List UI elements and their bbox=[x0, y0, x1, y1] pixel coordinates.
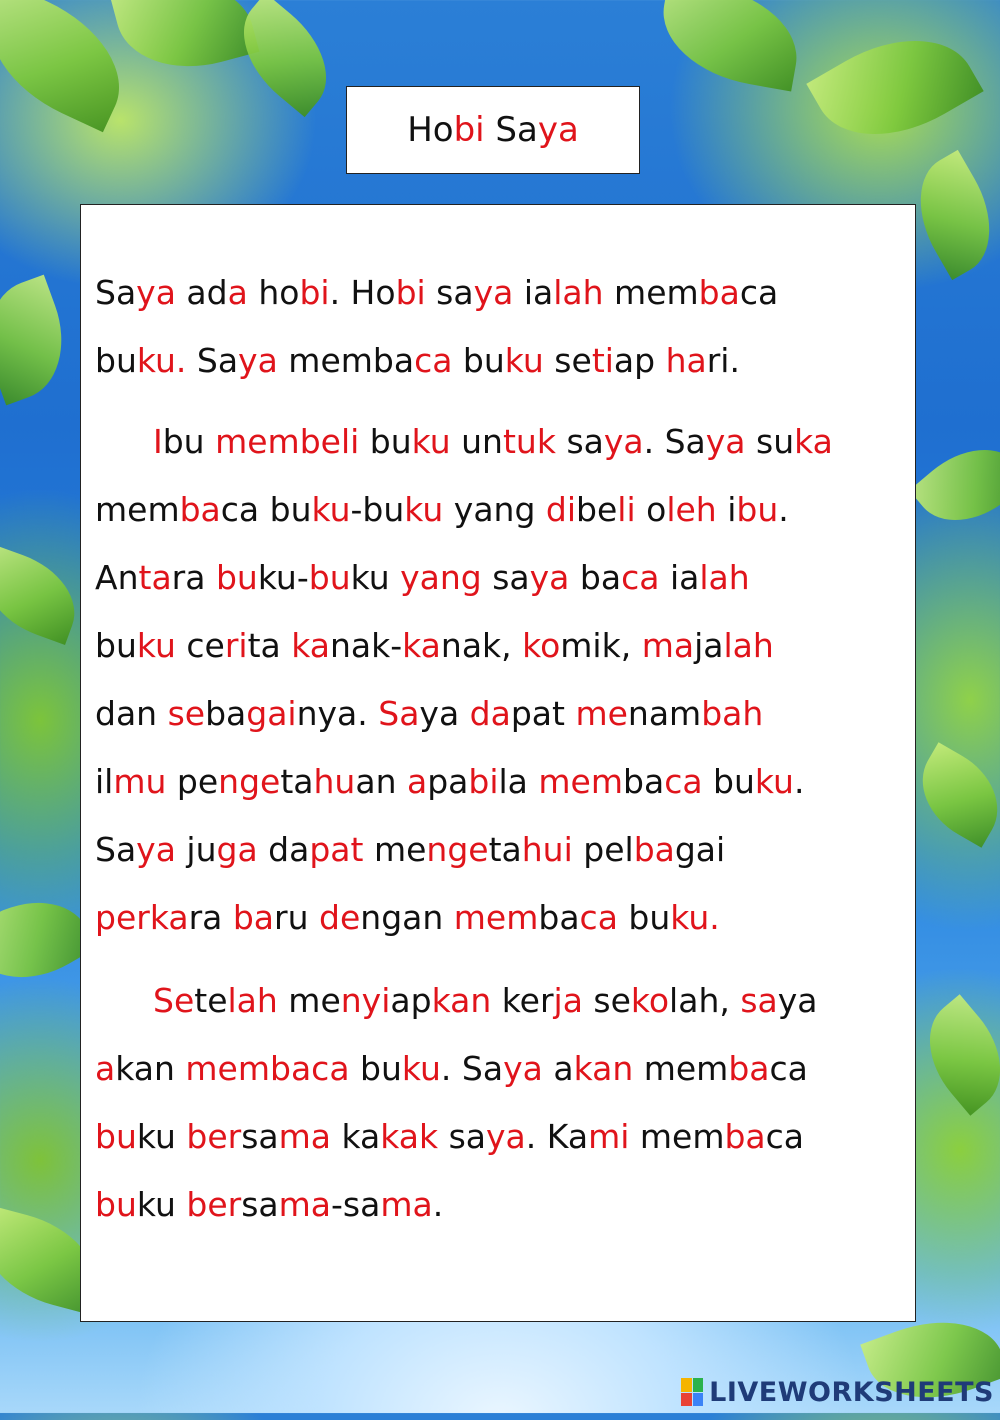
plain-syllable: me bbox=[363, 830, 427, 869]
reading-passage bbox=[80, 204, 916, 1322]
plain-syllable: sa bbox=[425, 273, 474, 312]
highlighted-syllable: ba bbox=[698, 273, 740, 312]
highlighted-syllable: nyi bbox=[340, 981, 391, 1020]
plain-syllable: ce bbox=[175, 626, 225, 665]
plain-syllable: bu bbox=[162, 422, 216, 461]
highlighted-syllable: lah bbox=[227, 981, 278, 1020]
plain-syllable: se bbox=[582, 981, 631, 1020]
highlighted-syllable: hu bbox=[313, 762, 356, 801]
plain-syllable: ba bbox=[205, 694, 247, 733]
plain-syllable: ja bbox=[694, 626, 724, 665]
liveworksheets-watermark bbox=[681, 1375, 994, 1409]
plain-syllable: ru bbox=[274, 898, 309, 937]
plain-syllable: o bbox=[635, 490, 667, 529]
plain-syllable: ku bbox=[136, 1185, 187, 1224]
plain-syllable: kan bbox=[115, 1049, 186, 1088]
plain-syllable: ba bbox=[623, 762, 665, 801]
highlighted-syllable: ma bbox=[278, 1117, 331, 1156]
highlighted-syllable: ba bbox=[724, 1117, 766, 1156]
paragraph-1 bbox=[95, 259, 778, 395]
plain-syllable: ad bbox=[175, 273, 228, 312]
highlighted-syllable: bi bbox=[453, 110, 485, 150]
plain-syllable: bu bbox=[95, 341, 137, 380]
highlighted-syllable: tuk bbox=[502, 422, 556, 461]
highlighted-syllable: ja bbox=[553, 981, 583, 1020]
highlighted-syllable: ku bbox=[754, 762, 794, 801]
text-line bbox=[95, 259, 778, 327]
plain-syllable: ya bbox=[777, 981, 818, 1020]
plain-syllable: bu bbox=[359, 422, 412, 461]
plain-syllable: ca bbox=[769, 1049, 808, 1088]
highlighted-syllable: ya bbox=[136, 273, 176, 312]
highlighted-syllable: bah bbox=[701, 694, 764, 733]
plain-syllable: pel bbox=[572, 830, 634, 869]
highlighted-syllable: bu bbox=[215, 558, 258, 597]
highlighted-syllable: membaca bbox=[185, 1049, 350, 1088]
highlighted-syllable: ca bbox=[664, 762, 703, 801]
highlighted-syllable: ti bbox=[591, 341, 614, 380]
highlighted-syllable: nge bbox=[426, 830, 489, 869]
highlighted-syllable: li bbox=[617, 490, 636, 529]
highlighted-syllable: bu bbox=[736, 490, 779, 529]
highlighted-syllable: ta bbox=[138, 558, 172, 597]
text-line bbox=[95, 816, 833, 884]
highlighted-syllable: ku bbox=[404, 490, 444, 529]
plain-syllable: ba bbox=[569, 558, 622, 597]
highlighted-syllable: ma bbox=[641, 626, 695, 665]
title-box bbox=[346, 86, 640, 174]
highlighted-syllable: nge bbox=[218, 762, 281, 801]
plain-syllable: i bbox=[716, 490, 737, 529]
plain-syllable: ya bbox=[419, 694, 470, 733]
highlighted-syllable: di bbox=[545, 490, 577, 529]
plain-syllable: su bbox=[745, 422, 795, 461]
highlighted-syllable: lah bbox=[699, 558, 750, 597]
plain-syllable: . Ho bbox=[329, 273, 396, 312]
highlighted-syllable: ku bbox=[504, 341, 544, 380]
highlighted-syllable: ka bbox=[794, 422, 833, 461]
highlighted-syllable: bu bbox=[95, 1117, 137, 1156]
highlighted-syllable: Se bbox=[153, 981, 195, 1020]
plain-syllable: ap bbox=[390, 981, 432, 1020]
highlighted-syllable: mi bbox=[588, 1117, 630, 1156]
liveworksheets-logo-icon bbox=[681, 1378, 703, 1406]
highlighted-syllable: ya bbox=[473, 273, 514, 312]
highlighted-syllable: ku bbox=[136, 626, 176, 665]
plain-syllable: nam bbox=[627, 694, 702, 733]
plain-syllable: . bbox=[432, 1185, 444, 1224]
plain-syllable: ku bbox=[136, 1117, 187, 1156]
highlighted-syllable: ya bbox=[136, 830, 176, 869]
highlighted-syllable: ri bbox=[224, 626, 248, 665]
highlighted-syllable: gai bbox=[246, 694, 297, 733]
highlighted-syllable: ya bbox=[603, 422, 644, 461]
plain-syllable: mem bbox=[603, 273, 699, 312]
highlighted-syllable: sa bbox=[740, 981, 778, 1020]
highlighted-syllable: lah bbox=[553, 273, 604, 312]
plain-syllable: ca bbox=[739, 273, 779, 312]
text-line bbox=[95, 1171, 818, 1239]
highlighted-syllable: yang bbox=[400, 558, 482, 597]
highlighted-syllable: ko bbox=[630, 981, 670, 1020]
plain-syllable: . Sa bbox=[440, 1049, 504, 1088]
highlighted-syllable: leh bbox=[666, 490, 717, 529]
plain-syllable: sa bbox=[438, 1117, 487, 1156]
plain-syllable: ta bbox=[280, 762, 314, 801]
plain-syllable: ca bbox=[765, 1117, 805, 1156]
highlighted-syllable: de bbox=[308, 898, 361, 937]
highlighted-syllable: kak bbox=[380, 1117, 439, 1156]
highlighted-syllable: ga bbox=[216, 830, 258, 869]
highlighted-syllable: ya bbox=[486, 1117, 526, 1156]
plain-syllable: . bbox=[793, 762, 805, 801]
highlighted-syllable: Sa bbox=[378, 694, 420, 733]
highlighted-syllable: pat bbox=[309, 830, 364, 869]
plain-syllable: nya. bbox=[296, 694, 379, 733]
highlighted-syllable: ya bbox=[503, 1049, 554, 1088]
plain-syllable: an bbox=[355, 762, 407, 801]
plain-syllable: ia bbox=[513, 273, 554, 312]
highlighted-syllable: ka bbox=[402, 626, 441, 665]
plain-syllable: An bbox=[95, 558, 139, 597]
highlighted-syllable: ya bbox=[705, 422, 746, 461]
text-line bbox=[95, 544, 833, 612]
plain-syllable: bu bbox=[452, 341, 505, 380]
plain-syllable: me bbox=[277, 981, 341, 1020]
plain-syllable: il bbox=[95, 762, 114, 801]
text-line bbox=[95, 967, 818, 1035]
text-line bbox=[95, 884, 833, 952]
highlighted-syllable: ku. bbox=[136, 341, 197, 380]
plain-syllable: ta bbox=[247, 626, 292, 665]
highlighted-syllable: ka bbox=[291, 626, 330, 665]
plain-syllable: ku bbox=[350, 558, 401, 597]
highlighted-syllable: a bbox=[95, 1049, 116, 1088]
plain-syllable: ba bbox=[538, 898, 580, 937]
highlighted-syllable: ku bbox=[411, 422, 451, 461]
text-line bbox=[95, 408, 833, 476]
text-line bbox=[95, 748, 833, 816]
plain-syllable: ra bbox=[188, 898, 223, 937]
highlighted-syllable: ma bbox=[278, 1185, 331, 1224]
plain-syllable: bu bbox=[702, 762, 755, 801]
plain-syllable: ca bu bbox=[220, 490, 312, 529]
plain-syllable: -bu bbox=[350, 490, 405, 529]
highlighted-syllable: ku. bbox=[670, 898, 720, 937]
highlighted-syllable: ba bbox=[728, 1049, 770, 1088]
plain-syllable: be bbox=[576, 490, 618, 529]
plain-syllable: bu bbox=[349, 1049, 402, 1088]
plain-syllable: lah, bbox=[669, 981, 741, 1020]
plain-syllable: da bbox=[257, 830, 310, 869]
highlighted-syllable: da bbox=[469, 694, 511, 733]
paragraph-3 bbox=[95, 967, 818, 1239]
highlighted-syllable: bu bbox=[95, 1185, 137, 1224]
highlighted-syllable: ca bbox=[621, 558, 660, 597]
plain-syllable: nak, bbox=[440, 626, 523, 665]
plain-syllable: Sa bbox=[95, 830, 137, 869]
plain-syllable: pat bbox=[510, 694, 576, 733]
plain-syllable: sa bbox=[481, 558, 530, 597]
highlighted-syllable: a bbox=[227, 273, 248, 312]
highlighted-syllable: bi bbox=[395, 273, 426, 312]
plain-syllable: un bbox=[450, 422, 503, 461]
text-line bbox=[95, 612, 833, 680]
highlighted-syllable: ba bbox=[633, 830, 675, 869]
plain-syllable: . bbox=[778, 490, 789, 529]
highlighted-syllable: ber bbox=[186, 1185, 242, 1224]
highlighted-syllable: membeli bbox=[215, 422, 360, 461]
plain-syllable: ri. bbox=[706, 341, 740, 380]
highlighted-syllable: lah bbox=[723, 626, 774, 665]
highlighted-syllable: hui bbox=[521, 830, 573, 869]
plain-syllable: ap bbox=[613, 341, 666, 380]
plain-syllable: sa bbox=[555, 422, 604, 461]
watermark-text: LIVEWORKSHEETS bbox=[709, 1376, 994, 1408]
plain-syllable: sa bbox=[241, 1117, 279, 1156]
plain-syllable: yang bbox=[443, 490, 546, 529]
highlighted-syllable: ber bbox=[186, 1117, 242, 1156]
highlighted-syllable: ba bbox=[179, 490, 221, 529]
text-line bbox=[95, 1103, 818, 1171]
highlighted-syllable: ma bbox=[380, 1185, 433, 1224]
highlighted-syllable: ca bbox=[579, 898, 629, 937]
plain-syllable: ia bbox=[659, 558, 700, 597]
highlighted-syllable: ya bbox=[529, 558, 570, 597]
paragraph-2 bbox=[95, 408, 833, 952]
highlighted-syllable: a bbox=[406, 762, 428, 801]
plain-syllable: bu bbox=[628, 898, 671, 937]
text-line bbox=[95, 327, 778, 395]
plain-syllable: mem bbox=[629, 1117, 725, 1156]
highlighted-syllable: bi bbox=[299, 273, 330, 312]
plain-syllable: mik, bbox=[560, 626, 642, 665]
plain-syllable: ker bbox=[491, 981, 554, 1020]
plain-syllable: Ho bbox=[407, 110, 454, 150]
plain-syllable: gai bbox=[674, 830, 726, 869]
plain-syllable: Sa bbox=[484, 110, 538, 150]
plain-syllable: sa bbox=[241, 1185, 279, 1224]
highlighted-syllable: kan bbox=[573, 1049, 634, 1088]
highlighted-syllable: ko bbox=[522, 626, 561, 665]
plain-syllable: -sa bbox=[331, 1185, 381, 1224]
highlighted-syllable: ya bbox=[537, 110, 579, 150]
highlighted-syllable: ya bbox=[238, 341, 289, 380]
text-line bbox=[95, 680, 833, 748]
highlighted-syllable: mem bbox=[443, 898, 539, 937]
plain-syllable: ju bbox=[175, 830, 217, 869]
highlighted-syllable: mem bbox=[538, 762, 624, 801]
text-line bbox=[95, 1035, 818, 1103]
highlighted-syllable: perka bbox=[95, 898, 189, 937]
highlighted-syllable: kan bbox=[431, 981, 492, 1020]
highlighted-syllable: ca bbox=[414, 341, 453, 380]
plain-syllable: nak- bbox=[330, 626, 403, 665]
plain-syllable: ho bbox=[247, 273, 300, 312]
plain-syllable: pe bbox=[166, 762, 219, 801]
highlighted-syllable: bi bbox=[468, 762, 499, 801]
plain-syllable: la bbox=[498, 762, 539, 801]
plain-syllable: bu bbox=[95, 626, 137, 665]
plain-syllable: ku- bbox=[257, 558, 309, 597]
plain-syllable: . Ka bbox=[525, 1117, 589, 1156]
plain-syllable: ka bbox=[331, 1117, 381, 1156]
plain-syllable: Sa bbox=[196, 341, 239, 380]
highlighted-syllable: ba bbox=[222, 898, 275, 937]
plain-syllable: ta bbox=[488, 830, 522, 869]
highlighted-syllable: me bbox=[575, 694, 628, 733]
plain-syllable: pa bbox=[427, 762, 469, 801]
highlighted-syllable: bu bbox=[308, 558, 351, 597]
highlighted-syllable: se bbox=[167, 694, 206, 733]
plain-syllable: . Sa bbox=[643, 422, 706, 461]
page-title bbox=[407, 110, 579, 150]
highlighted-syllable: I bbox=[153, 422, 163, 461]
plain-syllable: ngan bbox=[360, 898, 444, 937]
highlighted-syllable: mu bbox=[113, 762, 167, 801]
plain-syllable: se bbox=[543, 341, 592, 380]
plain-syllable: mem bbox=[633, 1049, 729, 1088]
highlighted-syllable: ku bbox=[401, 1049, 441, 1088]
plain-syllable: ra bbox=[171, 558, 216, 597]
plain-syllable: mem bbox=[95, 490, 180, 529]
plain-syllable: te bbox=[194, 981, 228, 1020]
plain-syllable: a bbox=[553, 1049, 574, 1088]
highlighted-syllable: ku bbox=[311, 490, 351, 529]
plain-syllable: Sa bbox=[95, 273, 137, 312]
highlighted-syllable: ha bbox=[665, 341, 707, 380]
text-line bbox=[95, 476, 833, 544]
plain-syllable: dan bbox=[95, 694, 168, 733]
plain-syllable: memba bbox=[288, 341, 415, 380]
